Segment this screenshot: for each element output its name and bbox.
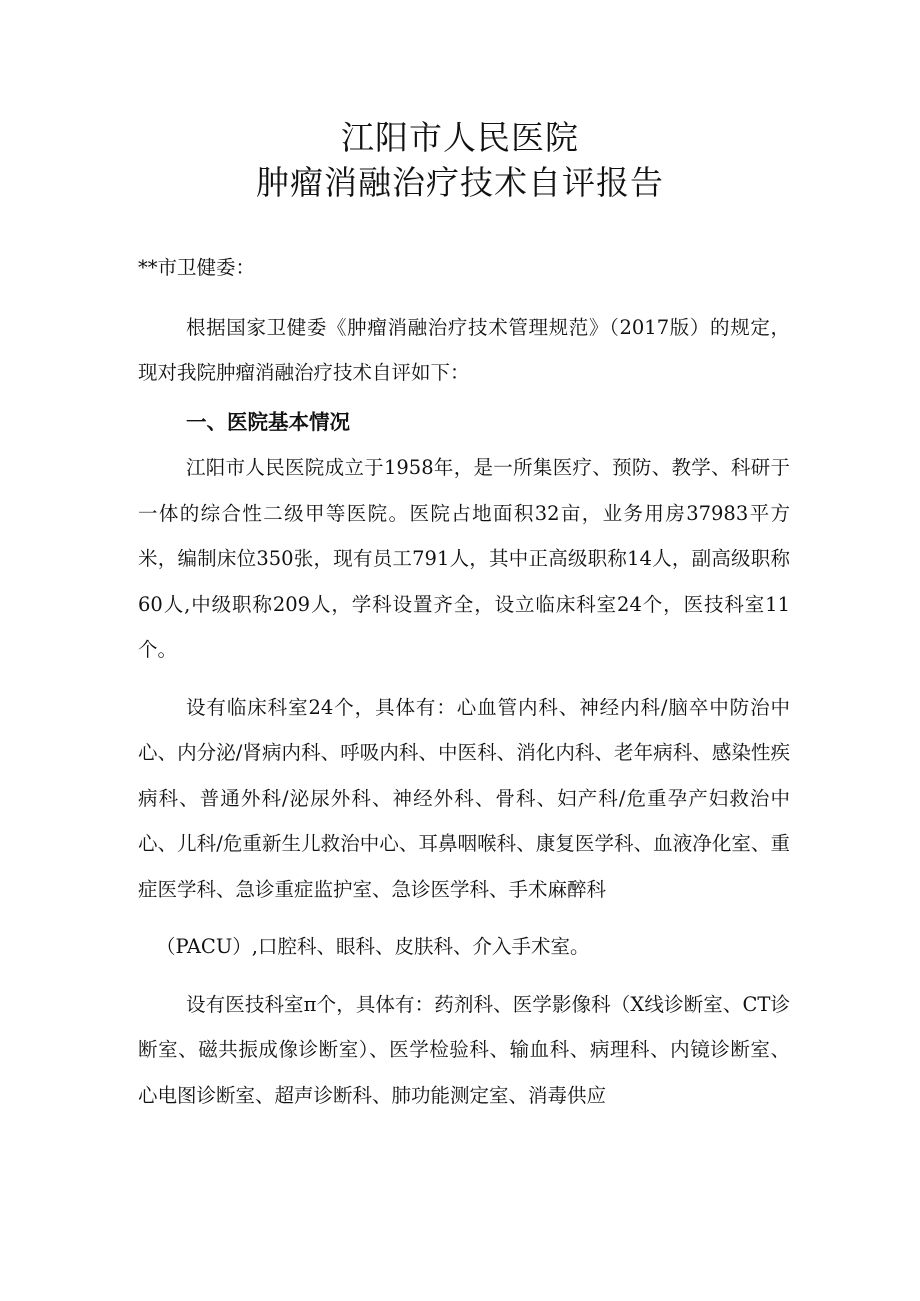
document-title-hospital: 江阳市人民医院: [341, 118, 579, 157]
medical-tech-departments-paragraph: 设有医技科室π个，具体有：药剂科、医学影像科（X线诊断室、CT诊断室、磁共振成像诊断室）、医学检验科、输血科、病理科、内镜诊断室、心电图诊断室、超声诊断科、肺功能测定室、消毒供应: [138, 992, 790, 1107]
document-title-report: 肿瘤消融治疗技术自评报告: [256, 163, 664, 202]
clinical-departments-continuation: （PACU）,口腔科、眼科、皮肤科、介入手术室。: [156, 935, 590, 958]
overview-paragraph: 江阳市人民医院成立于1958年，是一所集医疗、预防、教学、科研于一体的综合性二级甲等医院。医院占地面积32亩，业务用房37983平方米，编制床位350张，现有员工791人，其中正高级职称14人，副高级职称60人,中级职称209人，学科设置齐全，设立临床科室24个，医技科室11个。: [138, 456, 790, 661]
clinical-departments-paragraph: 设有临床科室24个，具体有：心血管内科、神经内科/脑卒中防治中心、内分泌/肾病内科、呼吸内科、中医科、消化内科、老年病科、感染性疾病科、普通外科/泌尿外科、神经外科、骨科、妇产科/危重孕产妇救治中心、儿科/危重新生儿救治中心、耳鼻咽喉科、康复医学科、血液净化室、重症医学科、急诊重症监护室、急诊医学科、手术麻醉科: [138, 695, 790, 901]
intro-paragraph: 根据国家卫健委《肿瘤消融治疗技术管理规范》（2017版）的规定，现对我院肿瘤消融治疗技术自评如下：: [138, 315, 790, 384]
document-body: [138, 245, 790, 1118]
salutation: **市卫健委：: [138, 256, 256, 279]
section-heading-hospital-basics: 一、医院基本情况: [186, 409, 350, 434]
